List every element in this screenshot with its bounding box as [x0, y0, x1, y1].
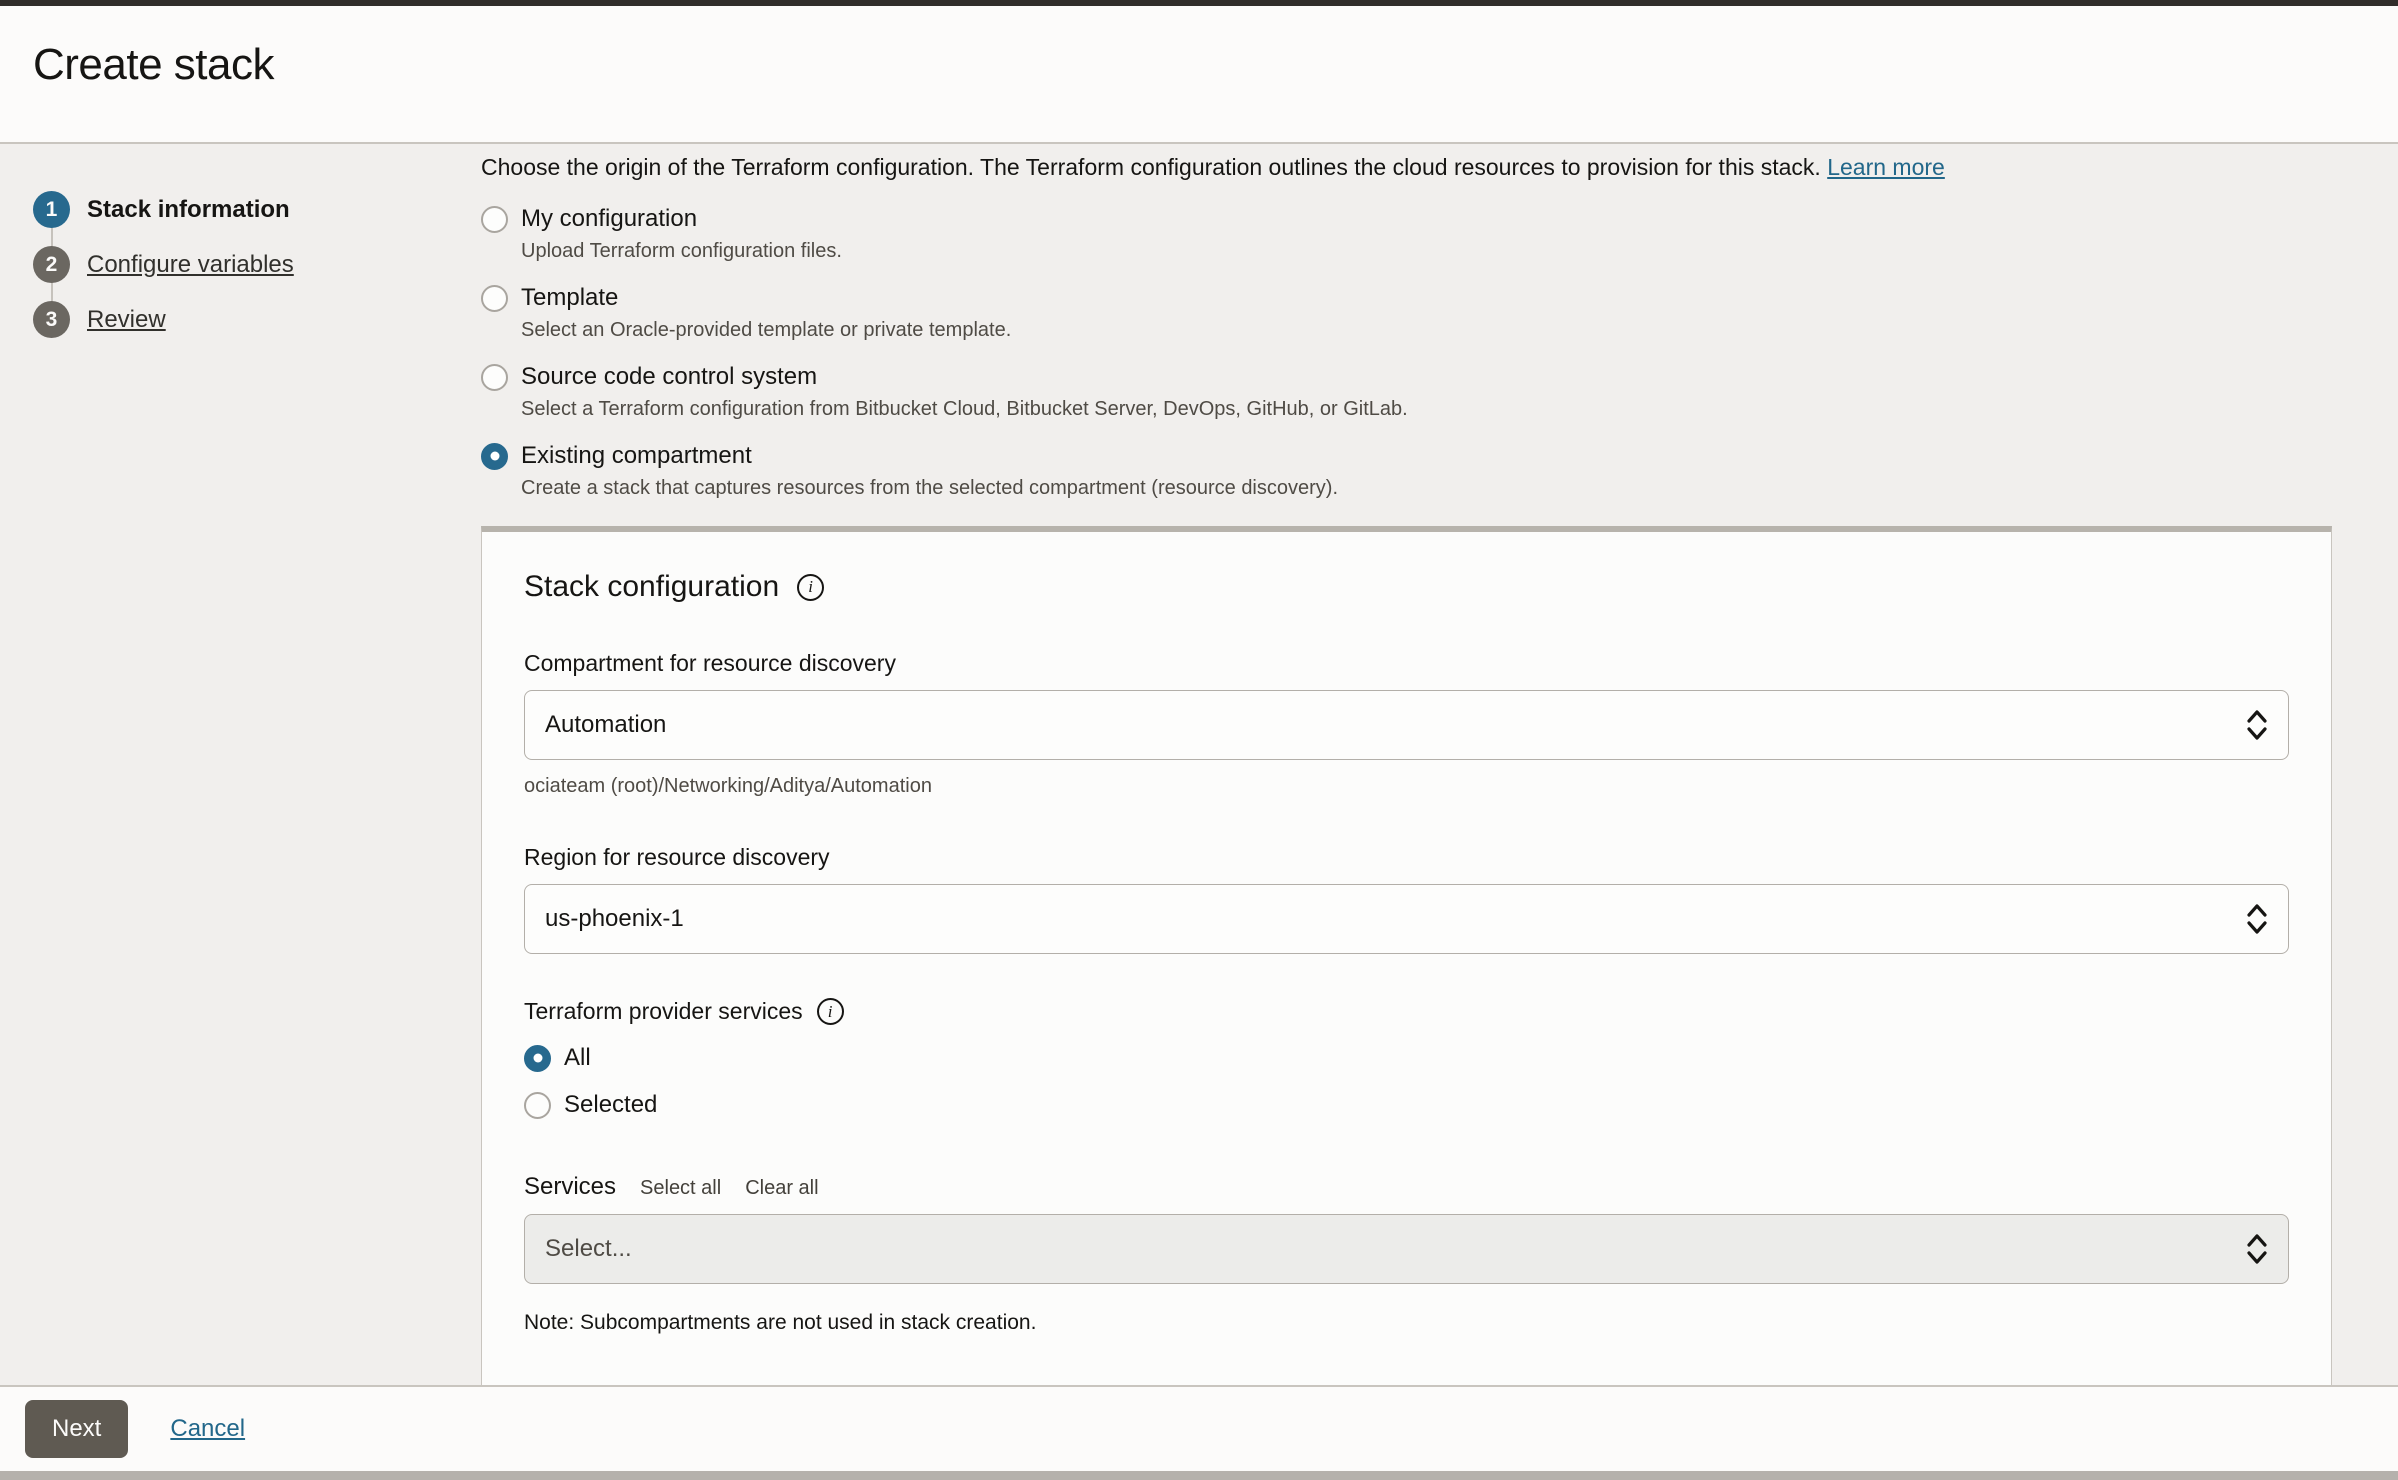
step-review[interactable]: [33, 292, 463, 347]
radio-icon-selected[interactable]: [524, 1045, 551, 1072]
stack-origin-form: [481, 146, 2332, 1385]
radio-label: All: [564, 1044, 591, 1071]
step-1-circle: 1: [33, 191, 70, 228]
subcompartments-note: Note: Subcompartments are not used in stack creation.: [524, 1311, 1037, 1334]
cancel-link[interactable]: Cancel: [170, 1415, 246, 1442]
learn-more-link[interactable]: Learn more: [1827, 154, 1945, 180]
compartment-label: Compartment for resource discovery: [524, 650, 896, 676]
intro-sentence: Choose the origin of the Terraform configuration. The Terraform configuration outlines the cloud resources to provision for this stack.: [481, 154, 1821, 180]
next-button[interactable]: Next: [25, 1400, 128, 1458]
radio-source-code-control[interactable]: [481, 363, 2332, 391]
step-2-label[interactable]: Configure variables: [87, 250, 294, 278]
region-select[interactable]: [524, 884, 2289, 954]
radio-my-configuration[interactable]: [481, 205, 2332, 233]
services-label: Services: [524, 1173, 617, 1200]
select-all-link[interactable]: Select all: [640, 1177, 722, 1199]
info-icon[interactable]: i: [797, 574, 824, 601]
wizard-steps: [33, 182, 463, 347]
compartment-helper-path: ociateam (root)/Networking/Aditya/Automation: [524, 775, 932, 797]
step-2-circle: 2: [33, 246, 70, 283]
select-stepper-icon: [2244, 706, 2270, 744]
radio-icon[interactable]: [481, 364, 508, 391]
step-configure-variables[interactable]: [33, 237, 463, 292]
page-title: Create stack: [33, 40, 274, 89]
radio-label: Source code control system: [521, 363, 818, 390]
radio-description: Create a stack that captures resources from the selected compartment (resource discovery).: [521, 477, 1339, 499]
radio-description: Upload Terraform configuration files.: [521, 240, 842, 262]
radio-icon[interactable]: [481, 285, 508, 312]
radio-label: My configuration: [521, 205, 698, 232]
bottom-border-strip: [0, 1471, 2398, 1480]
origin-option-template: [481, 284, 2332, 342]
step-3-circle: 3: [33, 301, 70, 338]
select-stepper-icon: [2244, 900, 2270, 938]
radio-description: Select a Terraform configuration from Bitbucket Cloud, Bitbucket Server, DevOps, GitHub, or GitLab.: [521, 398, 1408, 420]
intro-text: [481, 154, 2332, 181]
origin-option-source-code-control: [481, 363, 2332, 421]
clear-all-link[interactable]: Clear all: [745, 1177, 819, 1199]
info-icon[interactable]: i: [817, 998, 844, 1025]
wizard-footer: [0, 1385, 2398, 1471]
compartment-select-value: Automation: [545, 711, 667, 738]
main-content: [0, 146, 2398, 1385]
radio-icon-selected[interactable]: [481, 443, 508, 470]
radio-icon[interactable]: [524, 1092, 551, 1119]
services-select[interactable]: [524, 1214, 2289, 1284]
step-3-label[interactable]: Review: [87, 305, 166, 333]
origin-option-my-configuration: [481, 205, 2332, 263]
radio-label: Selected: [564, 1091, 658, 1118]
radio-template[interactable]: [481, 284, 2332, 312]
radio-description: Select an Oracle-provided template or private template.: [521, 319, 1012, 341]
region-label: Region for resource discovery: [524, 844, 830, 870]
radio-label: Template: [521, 284, 619, 311]
page-header: [0, 6, 2398, 144]
select-stepper-icon: [2244, 1230, 2270, 1268]
radio-label: Existing compartment: [521, 442, 752, 469]
step-1-label: Stack information: [87, 195, 290, 223]
origin-option-existing-compartment: [481, 442, 2332, 500]
radio-provider-all[interactable]: [524, 1044, 2289, 1072]
step-stack-information: [33, 182, 463, 237]
provider-services-label: Terraform provider services: [524, 998, 803, 1024]
radio-existing-compartment[interactable]: [481, 442, 2332, 470]
panel-title: Stack configuration: [524, 570, 780, 603]
radio-provider-selected[interactable]: [524, 1091, 2289, 1119]
stack-configuration-panel: [481, 526, 2332, 1385]
radio-icon[interactable]: [481, 206, 508, 233]
compartment-select[interactable]: [524, 690, 2289, 760]
region-select-value: us-phoenix-1: [545, 905, 684, 932]
services-select-placeholder: Select...: [545, 1235, 632, 1262]
